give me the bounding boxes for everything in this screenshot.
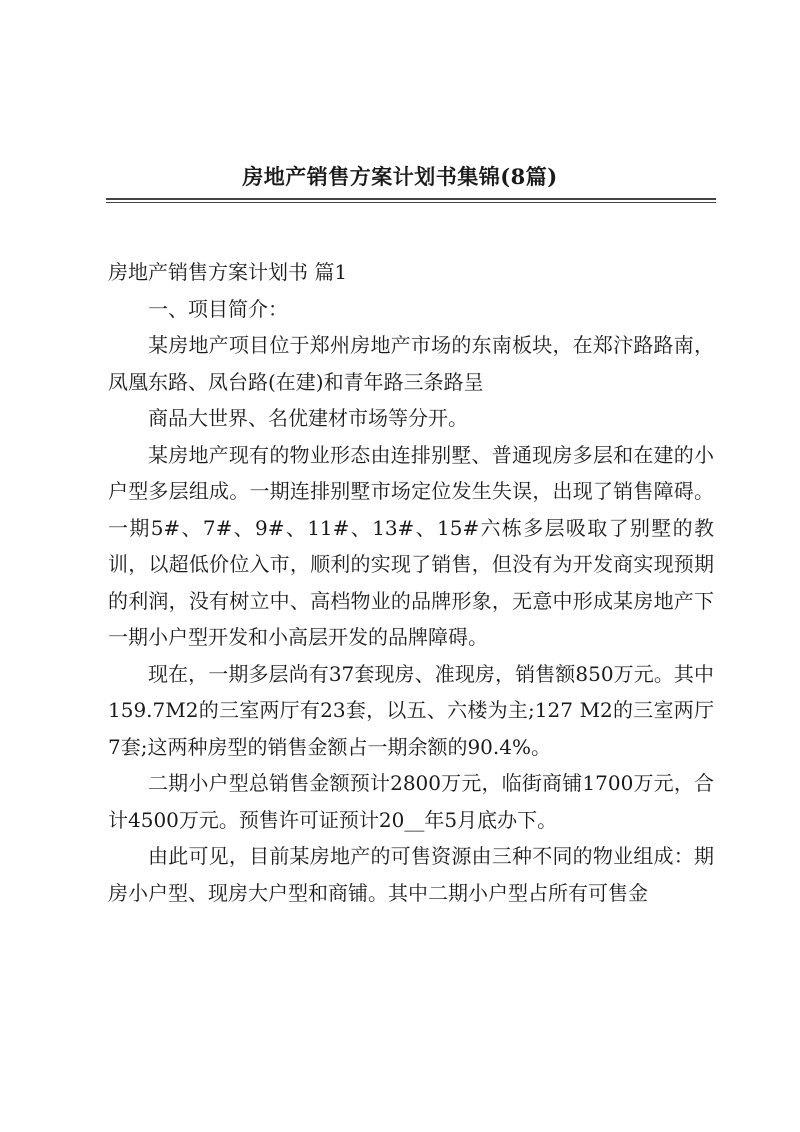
- paragraph: 由此可见，目前某房地产的可售资源由三种不同的物业组成：期房小户型、现房大户型和商铺。其中二期小户型占所有可售金: [108, 844, 714, 905]
- document-title: 房地产销售方案计划书集锦(8篇): [242, 164, 558, 189]
- paragraph: 现在，一期多层尚有37套现房、准现房，销售额850万元。其中159.7M2的三室两厅有23套，以五、六楼为主;127 M2的三室两厅7套;这两种房型的销售金额占一期余额的90.4%。: [108, 661, 714, 759]
- paragraph: 商品大世界、名优建材市场等分开。: [148, 406, 468, 430]
- title-double-rule: [106, 198, 716, 203]
- document-body: [108, 254, 714, 911]
- paragraph: 某房地产项目位于郑州房地产市场的东南板块，在郑汴路路南，凤凰东路、凤台路(在建)和青年路三条路呈: [108, 333, 714, 394]
- paragraph: 二期小户型总销售金额预计2800万元，临街商铺1700万元，合计4500万元。预售许可证预计20__年5月底办下。: [108, 771, 714, 832]
- section-heading: 房地产销售方案计划书 篇1: [108, 260, 348, 284]
- paragraph: 某房地产现有的物业形态由连排别墅、普通现房多层和在建的小户型多层组成。一期连排别墅市场定位发生失误，出现了销售障碍。一期5#、7#、9#、11#、13#、15#六栋多层吸取了别墅的教训，以超低价位入市，顺利的实现了销售，但没有为开发商实现预期的利润，没有树立中、高档物业的品牌形象，无意中形成某房地产下一期小户型开发和小高层开发的品牌障碍。: [108, 442, 714, 649]
- paragraph: 一、项目简介：: [148, 296, 288, 321]
